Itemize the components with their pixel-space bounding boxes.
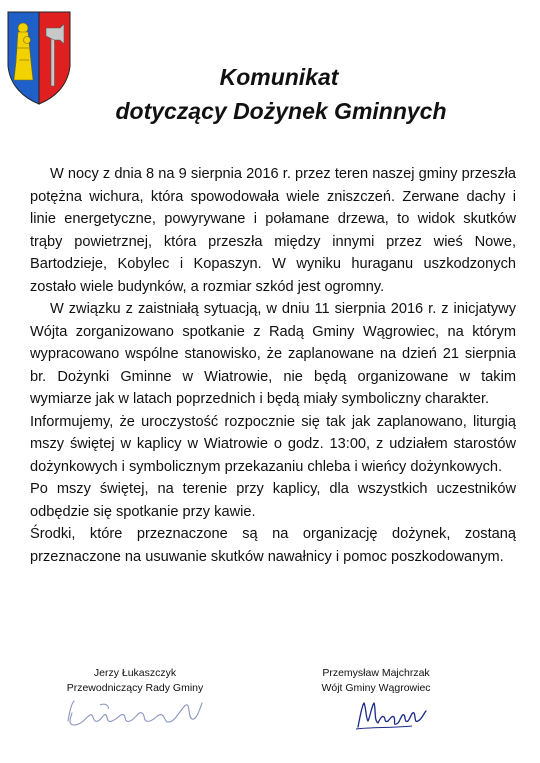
- paragraph-3: Informujemy, że uroczystość rozpocznie się tak jak zaplanowano, liturgią mszy świętej w kaplicy w Wiatrowie o godz. 13:00, z udziałem starostów dożynkowych i symbolicznym przekazaniu chleba i wieńcy dożynkowych.: [30, 413, 516, 475]
- document-title: [0, 60, 540, 128]
- signature-block-right: [298, 666, 454, 696]
- announcement-body: [30, 163, 516, 568]
- signatory-role-right: Wójt Gminy Wągrowiec: [321, 682, 431, 694]
- signatory-name-right: Przemysław Majchrzak: [322, 667, 430, 679]
- handwritten-signature-right: [352, 697, 432, 733]
- signatory-role-left: Przewodniczący Rady Gminy: [66, 682, 204, 694]
- paragraph-1: W nocy z dnia 8 na 9 sierpnia 2016 r. przez teren naszej gminy przeszła potężna wichura, która spowodowała wiele zniszczeń. Zerwane dachy i linie energetyczne, powyrywane i połamane drzewa, to widok skutków trąby powietrznej, która przeszła między innymi przez wieś Nowe, Bartodzieje, Kobylec i Kopaszyn. W wyniku huraganu uszkodzonych zostało wiele budynków, a rozmiar szkód jest ogromny.: [30, 166, 516, 295]
- title-line-1: Komunikat: [219, 64, 339, 90]
- paragraph-2: W związku z zaistniałą sytuacją, w dniu 11 sierpnia 2016 r. z inicjatywy Wójta zorganizowano spotkanie z Radą Gminy Wągrowiec, na którym wypracowano wspólne stanowisko, że zaplanowane na dzień 21 sierpnia br. Dożynki Gminne w Wiatrowie, nie będą organizowane w takim wymiarze jak w latach poprzednich i będą miały symboliczny charakter.: [30, 301, 516, 407]
- title-line-2: dotyczący Dożynek Gminnych: [115, 98, 447, 124]
- signatory-name-left: Jerzy Łukaszczyk: [93, 667, 177, 679]
- paragraph-5: Środki, które przeznaczone są na organizację dożynek, zostaną przeznaczone na usuwanie skutków nawałnicy i pomoc poszkodowanym.: [30, 526, 516, 565]
- handwritten-signature-left: [60, 695, 210, 731]
- signature-block-left: [60, 666, 210, 696]
- paragraph-4: Po mszy świętej, na terenie przy kaplicy, dla wszystkich uczestników odbędzie się spotkanie przy kawie.: [30, 481, 516, 520]
